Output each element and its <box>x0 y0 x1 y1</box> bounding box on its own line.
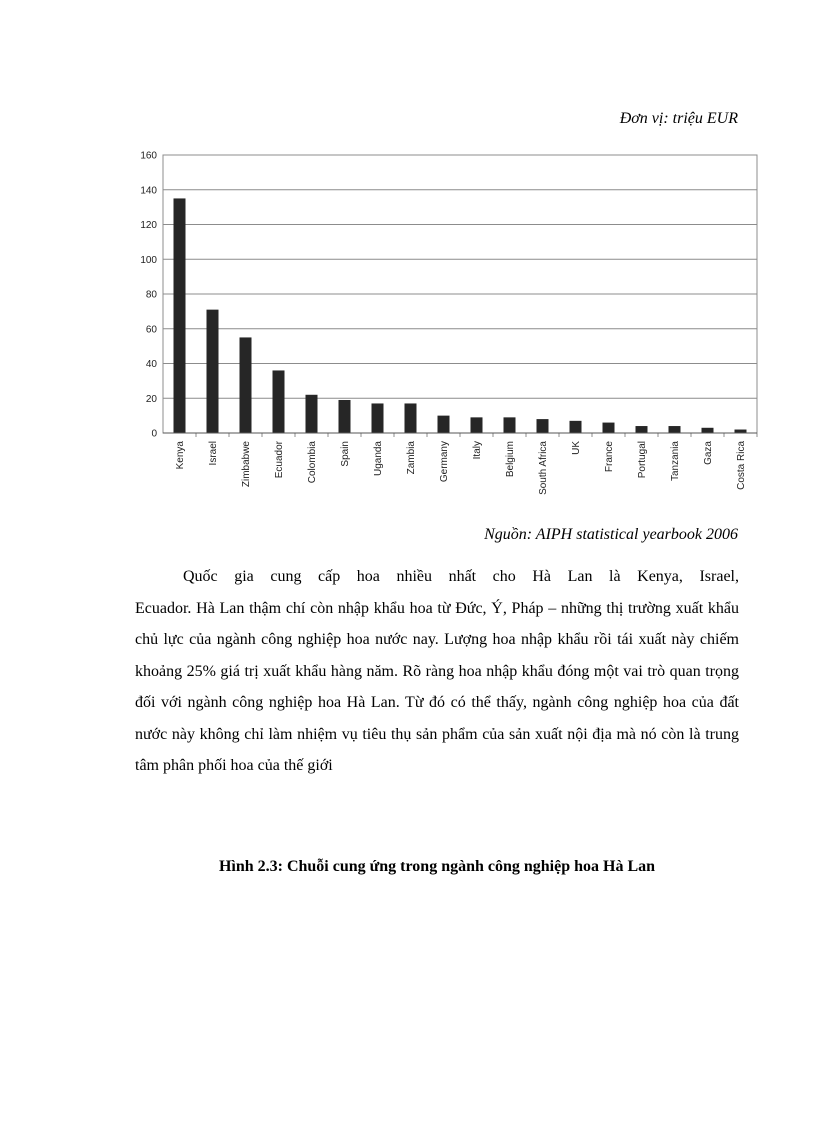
bar-italy <box>471 417 483 433</box>
unit-note: Đơn vị: triệu EUR <box>619 110 738 127</box>
x-tick-label: Portugal <box>637 441 648 479</box>
bar-ecuador <box>273 370 285 433</box>
x-tick-label: France <box>604 441 615 473</box>
figure-caption: Hình 2.3: Chuỗi cung ứng trong ngành công nghiệp hoa Hà Lan <box>218 858 656 875</box>
paragraph-rest: Ecuador. Hà Lan thậm chí còn nhập khẩu hoa từ Đức, Ý, Pháp – những thị trường xuất khẩu chủ lực của ngành công nghiệp hoa nước nay. Lượng hoa nhập khẩu rồi tái xuất này chiếm khoảng 25% giá trị xuất khẩu hàng năm. Rõ ràng hoa nhập khẩu đóng một vai trò quan trọng đối với ngành công nghiệp hoa Hà Lan. Từ đó có thể thấy, ngành công nghiệp hoa của đất nước này không chỉ làm nhiệm vụ tiêu thụ sản phẩm của sản xuất nội địa mà nó còn là trung tâm phân phối hoa của thế giới <box>135 599 739 774</box>
bar-uganda <box>372 403 384 433</box>
x-tick-label: Belgium <box>505 441 516 478</box>
bar-zambia <box>405 403 417 433</box>
x-tick-label: Colombia <box>307 441 318 484</box>
bar-germany <box>438 416 450 433</box>
bar-chart <box>132 145 762 505</box>
x-tick-label: South Africa <box>538 441 549 495</box>
bar-spain <box>339 400 351 433</box>
bar-portugal <box>636 426 648 433</box>
bar-france <box>603 423 615 433</box>
bar-uk <box>570 421 582 433</box>
y-tick-label: 160 <box>140 150 157 162</box>
y-tick-label: 120 <box>140 220 157 231</box>
bar-south-africa <box>537 419 549 433</box>
source-note: Nguồn: AIPH statistical yearbook 2006 <box>484 526 738 543</box>
x-tick-label: Spain <box>340 441 351 467</box>
y-tick-label: 140 <box>140 185 157 197</box>
x-tick-label: Costa Rica <box>736 441 747 490</box>
x-tick-label: Zambia <box>406 441 417 475</box>
x-tick-label: Tanzania <box>670 441 681 482</box>
paragraph-first-line: Quốc gia cung cấp hoa nhiều nhất cho Hà Lan là Kenya, Israel, <box>183 568 739 585</box>
x-tick-label: Israel <box>208 441 219 466</box>
bar-tanzania <box>669 426 681 433</box>
bar-kenya <box>174 198 186 433</box>
x-tick-label: Kenya <box>175 441 186 470</box>
body-paragraph <box>135 561 739 782</box>
bar-colombia <box>306 395 318 433</box>
x-tick-label: Zimbabwe <box>241 441 252 488</box>
bar-zimbabwe <box>240 337 252 433</box>
bar-belgium <box>504 417 516 433</box>
x-tick-label: Germany <box>439 441 450 483</box>
y-tick-label: 100 <box>140 254 157 266</box>
x-tick-label: UK <box>571 441 582 455</box>
bar-israel <box>207 310 219 433</box>
y-tick-label: 20 <box>145 393 157 405</box>
x-tick-label: Uganda <box>373 441 384 477</box>
x-tick-label: Italy <box>472 441 483 460</box>
y-tick-label: 0 <box>151 428 157 440</box>
x-tick-label: Gaza <box>703 441 714 465</box>
y-tick-label: 60 <box>145 324 157 336</box>
x-tick-label: Ecuador <box>274 441 285 479</box>
y-tick-label: 40 <box>145 359 157 370</box>
bar-costa-rica <box>735 430 747 433</box>
bar-gaza <box>702 428 714 433</box>
y-tick-label: 80 <box>145 289 157 301</box>
